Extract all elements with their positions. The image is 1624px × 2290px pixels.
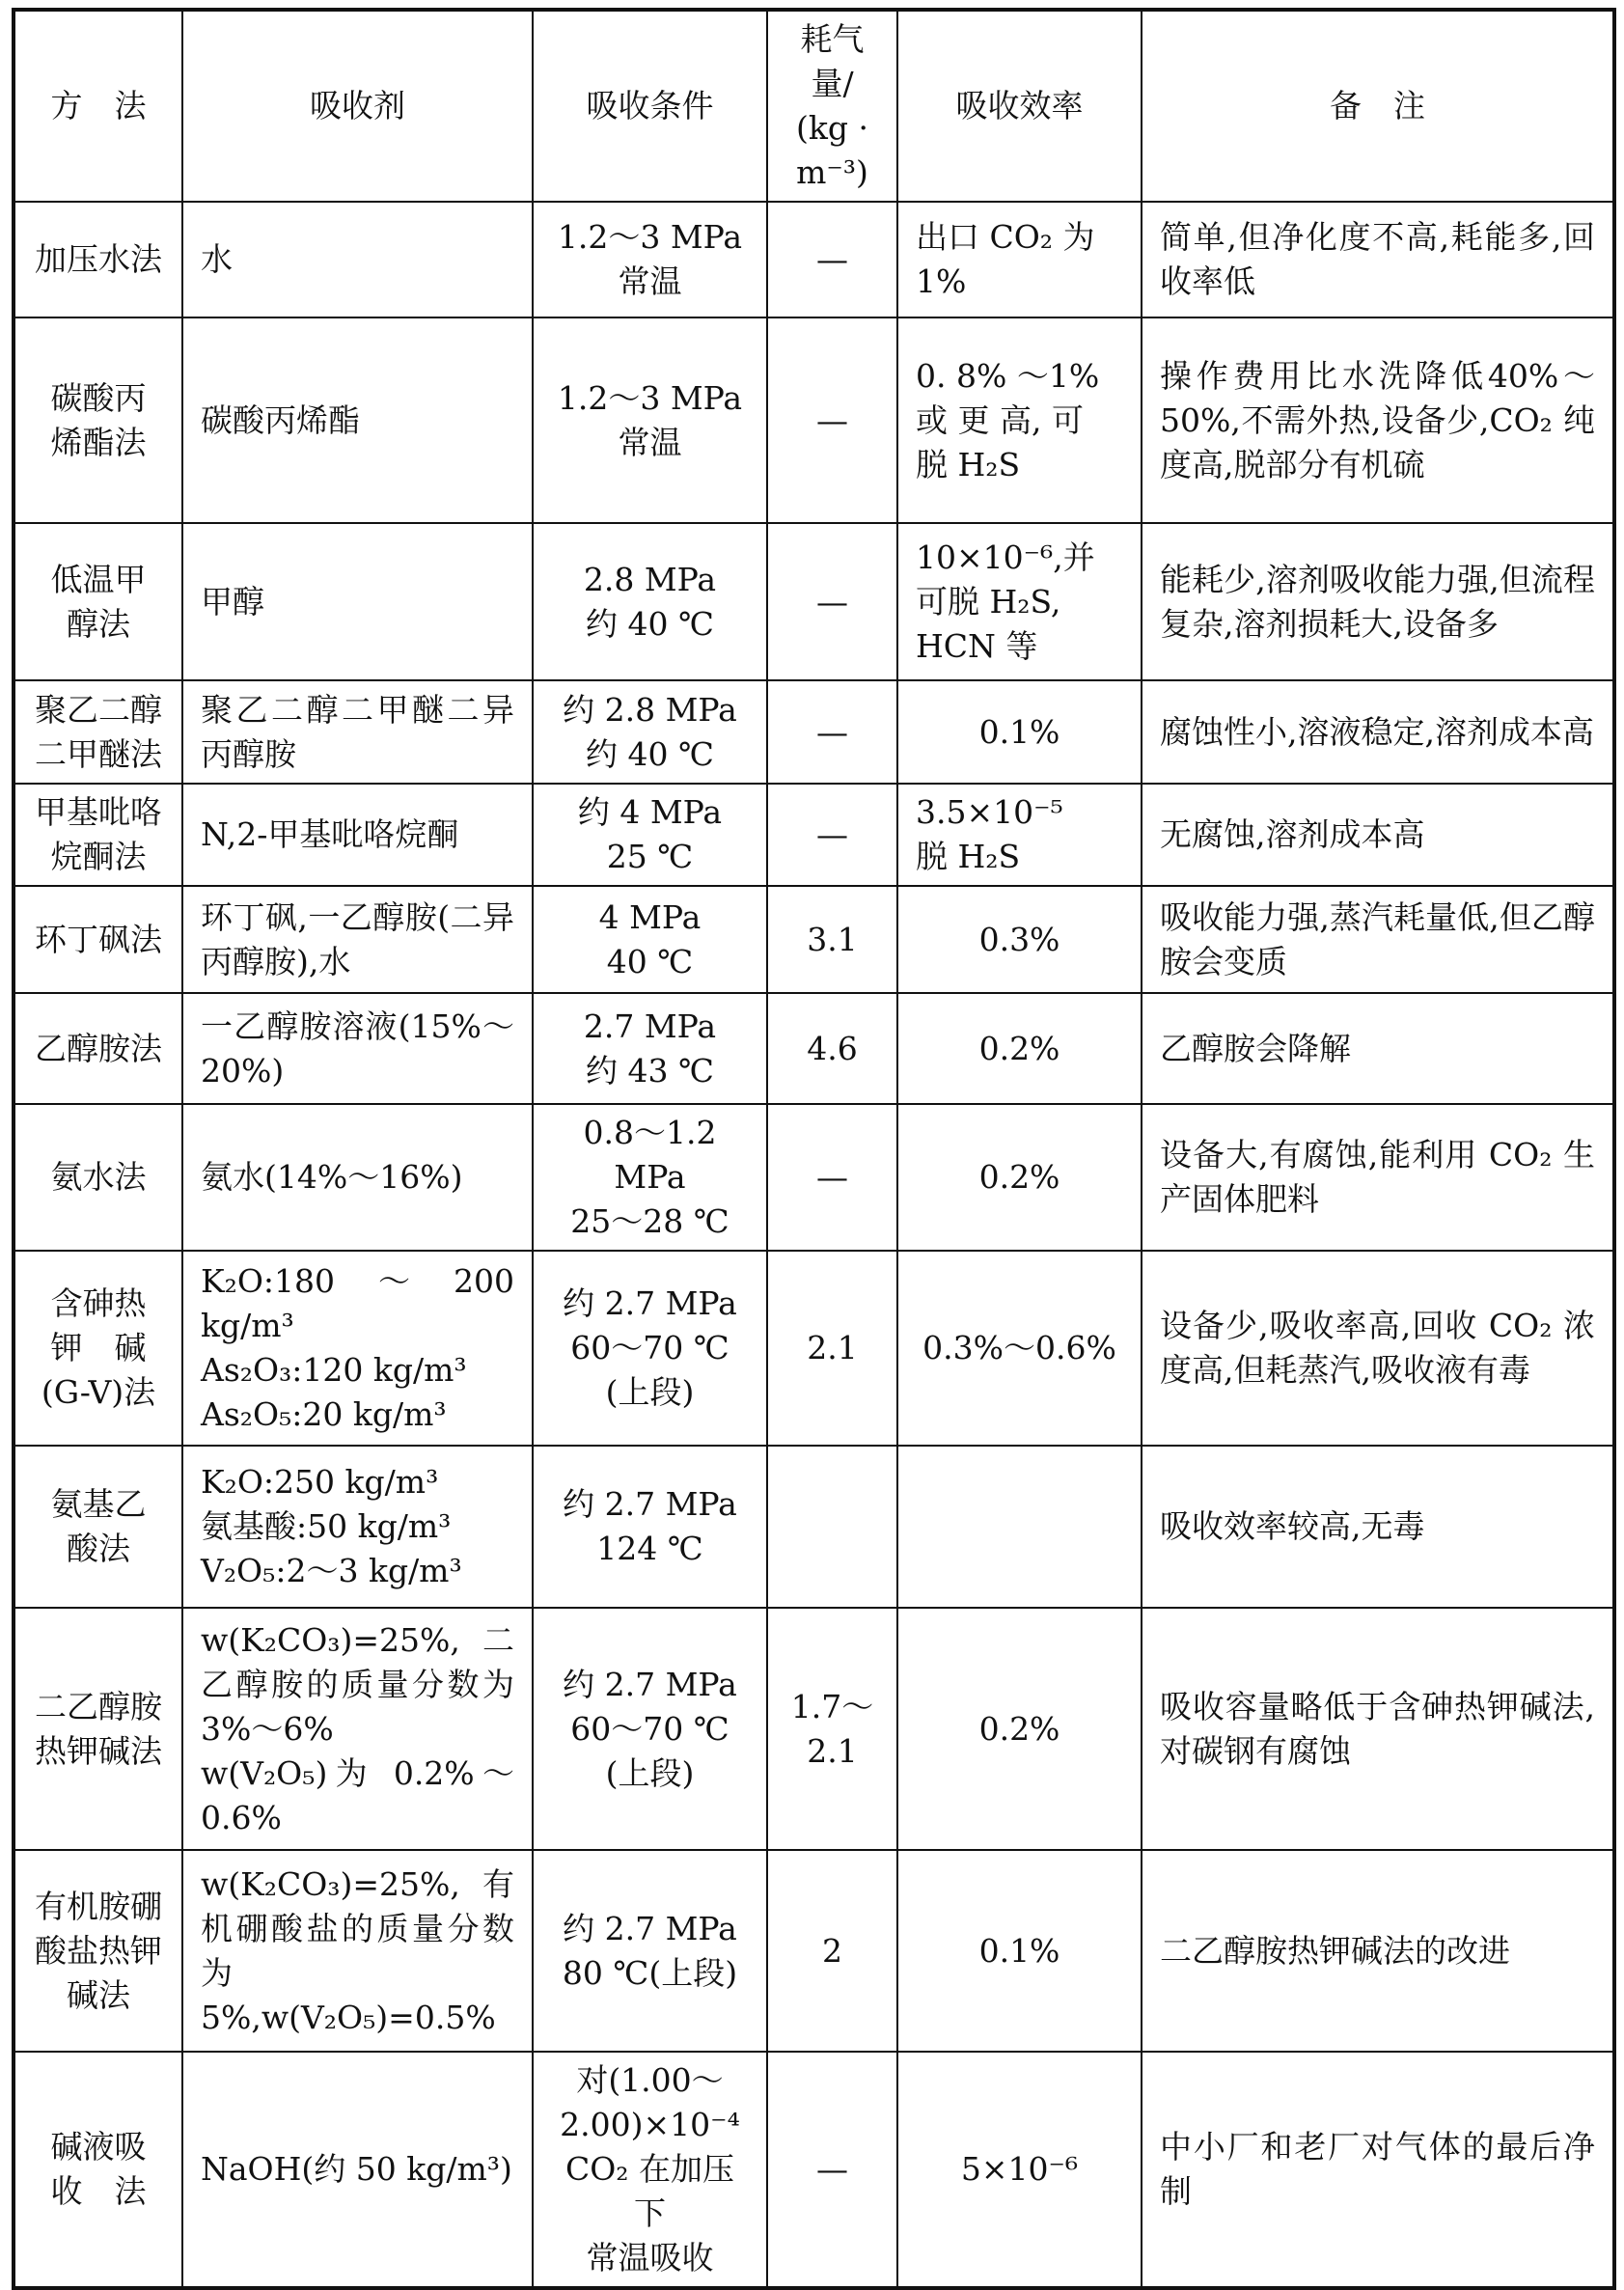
cell-method: 甲基吡咯 烷酮法: [14, 784, 182, 886]
cell-gas-use: 2: [767, 1850, 897, 2052]
cell-efficiency: 0.1%: [897, 1850, 1142, 2052]
cell-absorbent: 聚乙二醇二甲醚二异丙醇胺: [182, 680, 533, 784]
cell-efficiency: 0.2%: [897, 993, 1142, 1104]
cell-absorbent: NaOH(约 50 kg/m³): [182, 2052, 533, 2288]
cell-gas-use: 1.7～2.1: [767, 1608, 897, 1850]
cell-condition: 约 2.7 MPa 60～70 ℃ (上段): [533, 1608, 767, 1850]
cell-remarks: 乙醇胺会降解: [1142, 993, 1614, 1104]
cell-remarks: 简单,但净化度不高,耗能多,回收率低: [1142, 202, 1614, 317]
cell-absorbent: 碳酸丙烯酯: [182, 317, 533, 523]
cell-method: 碳酸丙 烯酯法: [14, 317, 182, 523]
cell-gas-use: 2.1: [767, 1251, 897, 1446]
cell-efficiency: 10×10⁻⁶,并 可脱 H₂S, HCN 等: [897, 523, 1142, 680]
cell-method: 低温甲 醇法: [14, 523, 182, 680]
cell-remarks: 吸收能力强,蒸汽耗量低,但乙醇胺会变质: [1142, 886, 1614, 993]
cell-efficiency: 出口 CO₂ 为 1%: [897, 202, 1142, 317]
cell-remarks: 二乙醇胺热钾碱法的改进: [1142, 1850, 1614, 2052]
cell-absorbent: w(K₂CO₃)=25%,有机硼酸盐的质量分数为 5%,w(V₂O₅)=0.5%: [182, 1850, 533, 2052]
cell-method: 二乙醇胺 热钾碱法: [14, 1608, 182, 1850]
cell-method: 有机胺硼 酸盐热钾 碱法: [14, 1850, 182, 2052]
cell-absorbent: 环丁砜,一乙醇胺(二异丙醇胺),水: [182, 886, 533, 993]
header-remarks: 备 注: [1142, 10, 1614, 202]
cell-method: 乙醇胺法: [14, 993, 182, 1104]
header-method: 方 法: [14, 10, 182, 202]
table-row: [14, 317, 1614, 523]
cell-gas-use: [767, 1446, 897, 1608]
cell-gas-use: 4.6: [767, 993, 897, 1104]
cell-condition: 1.2～3 MPa 常温: [533, 317, 767, 523]
cell-absorbent: N,2-甲基吡咯烷酮: [182, 784, 533, 886]
table-row: [14, 202, 1614, 317]
cell-remarks: 能耗少,溶剂吸收能力强,但流程复杂,溶剂损耗大,设备多: [1142, 523, 1614, 680]
cell-remarks: 设备少,吸收率高,回收 CO₂ 浓度高,但耗蒸汽,吸收液有毒: [1142, 1251, 1614, 1446]
table-row: [14, 1446, 1614, 1608]
cell-efficiency: 0. 8% ～1% 或 更 高, 可 脱 H₂S: [897, 317, 1142, 523]
cell-gas-use: —: [767, 202, 897, 317]
cell-condition: 对(1.00～ 2.00)×10⁻⁴ CO₂ 在加压下 常温吸收: [533, 2052, 767, 2288]
cell-efficiency: 0.2%: [897, 1608, 1142, 1850]
cell-method: 碱液吸 收 法: [14, 2052, 182, 2288]
cell-method: 氨基乙 酸法: [14, 1446, 182, 1608]
cell-efficiency: 0.2%: [897, 1104, 1142, 1251]
cell-absorbent: w(K₂CO₃)=25%,二乙醇胺的质量分数为 3%～6% w(V₂O₅)为 0.2%～0.6%: [182, 1608, 533, 1850]
cell-remarks: 吸收效率较高,无毒: [1142, 1446, 1614, 1608]
cell-condition: 约 2.7 MPa 80 ℃(上段): [533, 1850, 767, 2052]
header-absorbent: 吸收剂: [182, 10, 533, 202]
table-row: [14, 886, 1614, 993]
cell-remarks: 中小厂和老厂对气体的最后净制: [1142, 2052, 1614, 2288]
header-condition: 吸收条件: [533, 10, 767, 202]
header-gas-use: 耗气量/ (kg · m⁻³): [767, 10, 897, 202]
cell-method: 加压水法: [14, 202, 182, 317]
cell-efficiency: [897, 1446, 1142, 1608]
cell-method: 含砷热 钾 碱 (G-V)法: [14, 1251, 182, 1446]
cell-efficiency: 0.3%: [897, 886, 1142, 993]
table-row: [14, 1104, 1614, 1251]
cell-gas-use: —: [767, 523, 897, 680]
table-row: [14, 523, 1614, 680]
cell-absorbent: K₂O:250 kg/m³ 氨基酸:50 kg/m³ V₂O₅:2～3 kg/m³: [182, 1446, 533, 1608]
cell-condition: 2.8 MPa 约 40 ℃: [533, 523, 767, 680]
header-efficiency: 吸收效率: [897, 10, 1142, 202]
cell-condition: 约 2.7 MPa 124 ℃: [533, 1446, 767, 1608]
cell-efficiency: 0.3%～0.6%: [897, 1251, 1142, 1446]
cell-efficiency: 5×10⁻⁶: [897, 2052, 1142, 2288]
cell-absorbent: K₂O:180～200 kg/m³ As₂O₃:120 kg/m³ As₂O₅:20 kg/m³: [182, 1251, 533, 1446]
cell-absorbent: 甲醇: [182, 523, 533, 680]
cell-gas-use: —: [767, 317, 897, 523]
cell-remarks: 操作费用比水洗降低40%～50%,不需外热,设备少,CO₂ 纯度高,脱部分有机硫: [1142, 317, 1614, 523]
table-row: [14, 993, 1614, 1104]
table-row: [14, 1251, 1614, 1446]
cell-condition: 0.8～1.2 MPa 25～28 ℃: [533, 1104, 767, 1251]
cell-absorbent: 一乙醇胺溶液(15%～20%): [182, 993, 533, 1104]
cell-remarks: 吸收容量略低于含砷热钾碱法,对碳钢有腐蚀: [1142, 1608, 1614, 1850]
cell-absorbent: 氨水(14%～16%): [182, 1104, 533, 1251]
cell-efficiency: 0.1%: [897, 680, 1142, 784]
cell-condition: 2.7 MPa 约 43 ℃: [533, 993, 767, 1104]
cell-remarks: 腐蚀性小,溶液稳定,溶剂成本高: [1142, 680, 1614, 784]
cell-condition: 约 2.7 MPa 60～70 ℃ (上段): [533, 1251, 767, 1446]
table-row: [14, 784, 1614, 886]
header-row: [14, 10, 1614, 202]
cell-absorbent: 水: [182, 202, 533, 317]
absorption-methods-table: [12, 8, 1616, 2290]
cell-efficiency: 3.5×10⁻⁵ 脱 H₂S: [897, 784, 1142, 886]
cell-method: 氨水法: [14, 1104, 182, 1251]
table-row: [14, 1608, 1614, 1850]
cell-gas-use: —: [767, 2052, 897, 2288]
cell-remarks: 无腐蚀,溶剂成本高: [1142, 784, 1614, 886]
cell-condition: 约 4 MPa 25 ℃: [533, 784, 767, 886]
cell-method: 环丁砜法: [14, 886, 182, 993]
cell-remarks: 设备大,有腐蚀,能利用 CO₂ 生产固体肥料: [1142, 1104, 1614, 1251]
cell-gas-use: —: [767, 680, 897, 784]
cell-gas-use: —: [767, 784, 897, 886]
cell-condition: 约 2.8 MPa 约 40 ℃: [533, 680, 767, 784]
cell-condition: 1.2～3 MPa 常温: [533, 202, 767, 317]
cell-gas-use: —: [767, 1104, 897, 1251]
table-row: [14, 1850, 1614, 2052]
cell-gas-use: 3.1: [767, 886, 897, 993]
table-row: [14, 680, 1614, 784]
cell-method: 聚乙二醇 二甲醚法: [14, 680, 182, 784]
table-row: [14, 2052, 1614, 2288]
cell-condition: 4 MPa 40 ℃: [533, 886, 767, 993]
